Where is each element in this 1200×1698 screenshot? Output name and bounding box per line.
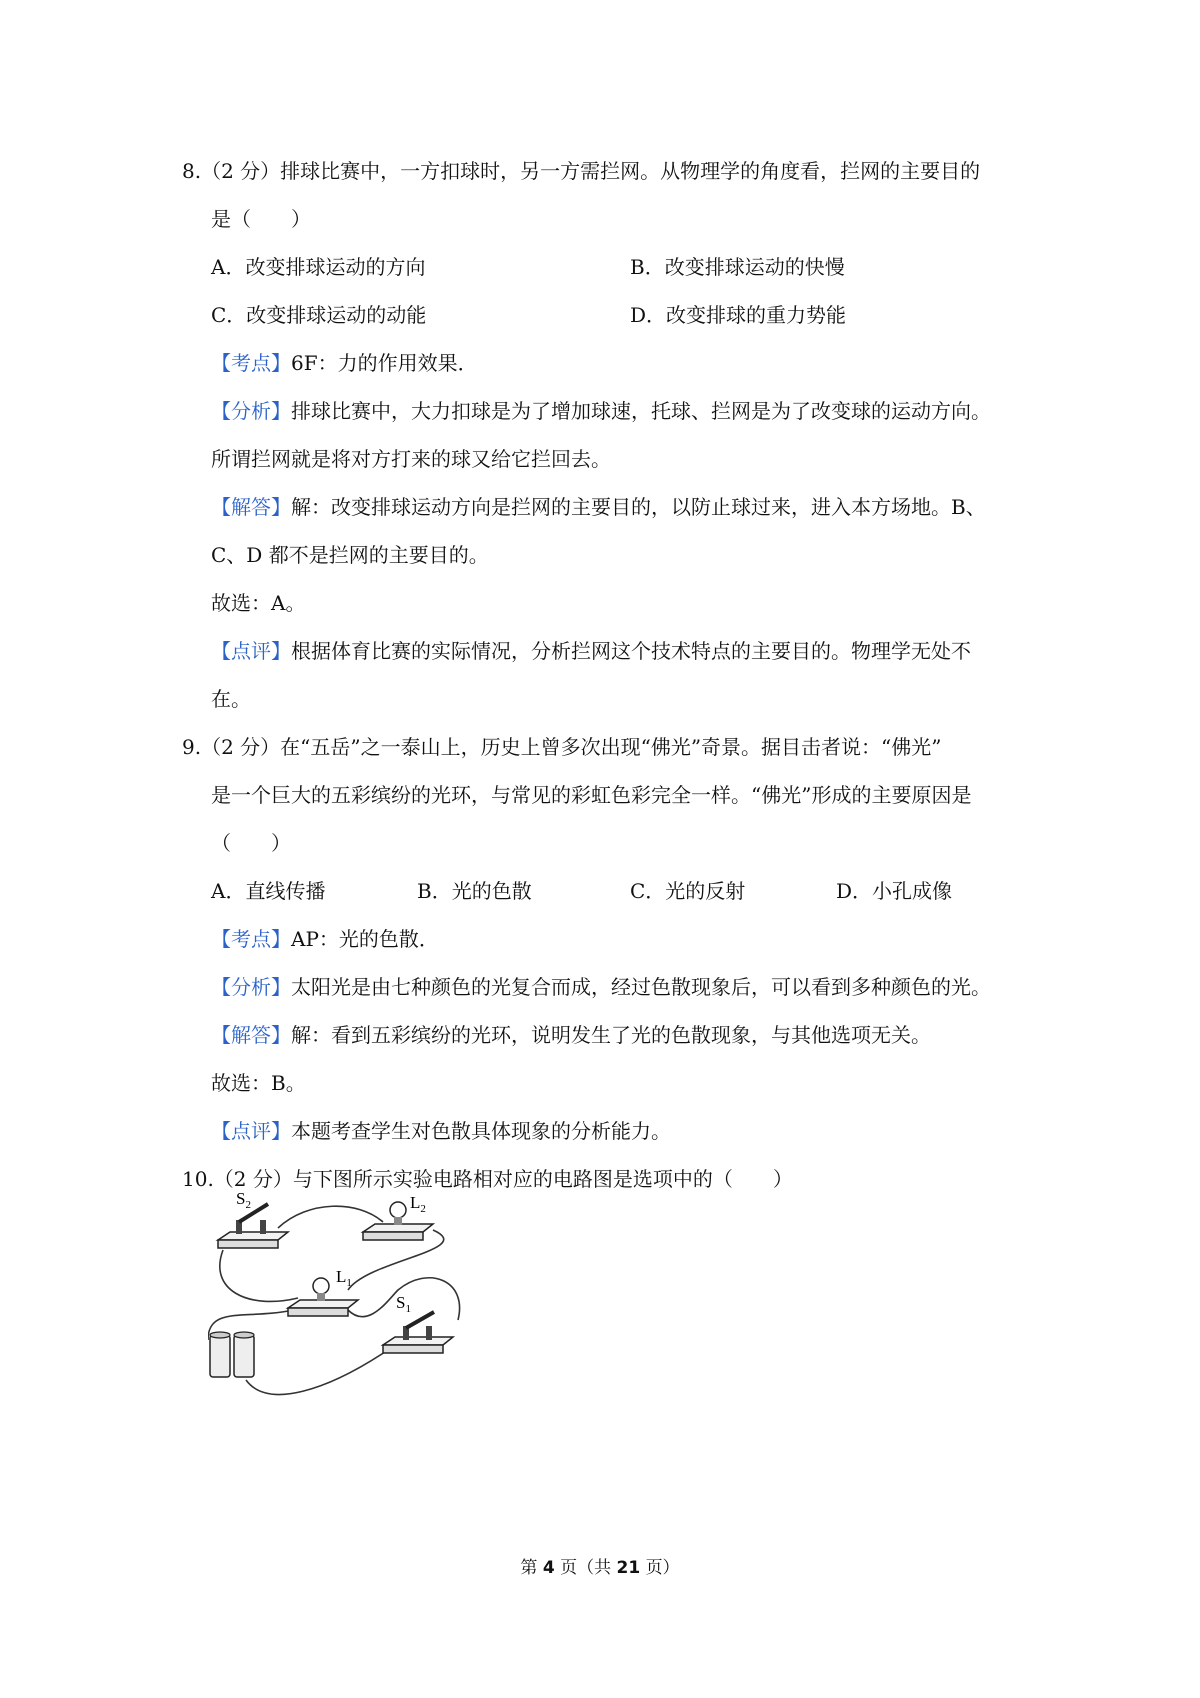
q9-jieda bbox=[211, 1021, 931, 1049]
footer-middle: 页（共 bbox=[560, 1558, 612, 1578]
q9-answer: 故选：B。 bbox=[211, 1071, 306, 1095]
q8-option-c: C．改变排球运动的动能 bbox=[211, 303, 427, 327]
q8-option-a: A．改变排球运动的方向 bbox=[211, 255, 426, 279]
footer-total-pages: 21 bbox=[616, 1558, 641, 1578]
q8-fenxi-line2: 所谓拦网就是将对方打来的球又给它拦回去。 bbox=[211, 447, 611, 471]
kaodian-text: AP：光的色散． bbox=[291, 927, 439, 951]
jieda-tag: 【解答】 bbox=[211, 1023, 291, 1047]
label-l2: $L_2$ bbox=[410, 1193, 426, 1215]
page-footer bbox=[0, 1556, 1200, 1580]
label-l1: $L_1$ bbox=[336, 1267, 352, 1289]
dianping-tag: 【点评】 bbox=[211, 1119, 291, 1143]
kaodian-tag: 【考点】 bbox=[211, 351, 291, 375]
q9-fenxi bbox=[211, 973, 991, 1001]
fenxi-tag: 【分析】 bbox=[211, 399, 291, 423]
fenxi-tag: 【分析】 bbox=[211, 975, 291, 999]
q8-dianping bbox=[211, 637, 971, 665]
q8-dianping-line2: 在。 bbox=[211, 687, 251, 711]
label-s1: $S_1$ bbox=[396, 1293, 411, 1315]
q8-kaodian bbox=[211, 349, 478, 377]
q8-jieda bbox=[211, 493, 986, 521]
q9-stem-line1: 9.（2 分）在“五岳”之一泰山上，历史上曾多次出现“佛光”奇景。据目击者说：“佛光” bbox=[182, 735, 942, 759]
q9-option-d: D．小孔成像 bbox=[836, 879, 953, 903]
dianping-text: 本题考查学生对色散具体现象的分析能力。 bbox=[291, 1119, 671, 1143]
q9-option-c: C．光的反射 bbox=[630, 879, 746, 903]
q9-stem-line3: （ ） bbox=[211, 831, 291, 855]
footer-page-number: 4 bbox=[542, 1558, 555, 1578]
wire-battery-s1 bbox=[246, 1350, 388, 1394]
kaodian-tag: 【考点】 bbox=[211, 927, 291, 951]
dianping-tag: 【点评】 bbox=[211, 639, 291, 663]
switch-s2 bbox=[218, 1204, 288, 1248]
fenxi-text: 太阳光是由七种颜色的光复合而成，经过色散现象后，可以看到多种颜色的光。 bbox=[291, 975, 991, 999]
q8-fenxi bbox=[211, 397, 991, 425]
q8-option-d: D．改变排球的重力势能 bbox=[630, 303, 847, 327]
q8-stem-line2: 是（ ） bbox=[211, 207, 311, 231]
jieda-tag: 【解答】 bbox=[211, 495, 291, 519]
dianping-text: 根据体育比赛的实际情况，分析拦网这个技术特点的主要目的。物理学无处不 bbox=[291, 639, 971, 663]
q9-option-b: B．光的色散 bbox=[417, 879, 532, 903]
wire-s2-l1 bbox=[220, 1250, 298, 1301]
footer-suffix: 页） bbox=[645, 1558, 680, 1578]
fenxi-text: 排球比赛中，大力扣球是为了增加球速，托球、拦网是为了改变球的运动方向。 bbox=[291, 399, 991, 423]
battery bbox=[210, 1332, 254, 1377]
kaodian-text: 6F：力的作用效果． bbox=[291, 351, 478, 375]
q8-option-b: B．改变排球运动的快慢 bbox=[630, 255, 845, 279]
q9-stem-line2: 是一个巨大的五彩缤纷的光环，与常见的彩虹色彩完全一样。“佛光”形成的主要原因是 bbox=[211, 783, 972, 807]
q9-kaodian bbox=[211, 925, 439, 953]
q9-option-a: A．直线传播 bbox=[211, 879, 326, 903]
jieda-text: 解：改变排球运动方向是拦网的主要目的，以防止球过来，进入本方场地。B、 bbox=[291, 495, 986, 519]
circuit-figure bbox=[208, 1190, 508, 1410]
q8-jieda-line2: C、D 都不是拦网的主要目的。 bbox=[211, 543, 489, 567]
label-s2: $S_2$ bbox=[236, 1190, 251, 1211]
q9-dianping bbox=[211, 1117, 671, 1145]
q10-stem: 10.（2 分）与下图所示实验电路相对应的电路图是选项中的（ ） bbox=[182, 1167, 793, 1191]
footer-prefix: 第 bbox=[520, 1558, 538, 1578]
wire-s2-l2 bbox=[278, 1206, 383, 1228]
q8-answer: 故选：A。 bbox=[211, 591, 306, 615]
switch-s1 bbox=[383, 1312, 453, 1353]
q8-stem-line1: 8.（2 分）排球比赛中，一方扣球时，另一方需拦网。从物理学的角度看，拦网的主要目的 bbox=[182, 159, 981, 183]
jieda-text: 解：看到五彩缤纷的光环，说明发生了光的色散现象，与其他选项无关。 bbox=[291, 1023, 931, 1047]
